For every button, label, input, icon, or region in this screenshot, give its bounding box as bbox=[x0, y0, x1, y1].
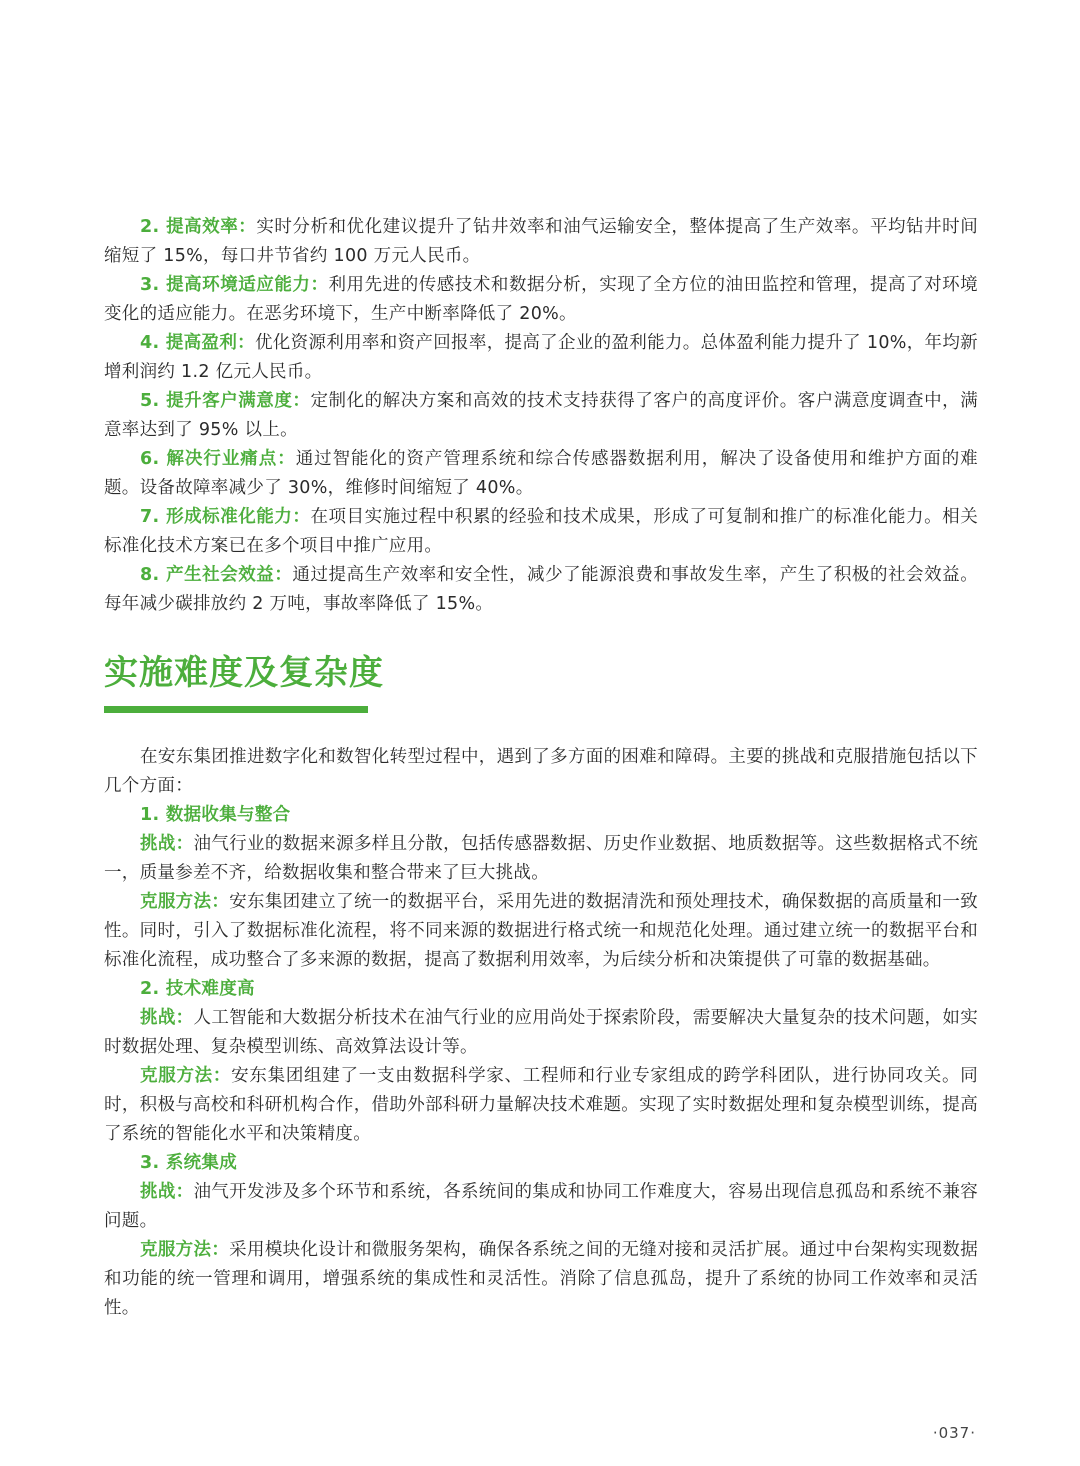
section-title: 实施难度及复杂度 bbox=[104, 653, 384, 693]
results-list bbox=[104, 213, 978, 619]
solution-paragraph: 克服方法：采用模块化设计和微服务架构，确保各系统之间的无缝对接和灵活扩展。通过中台架构实现数据和功能的统一管理和调用，增强系统的集成性和灵活性。消除了信息孤岛，提升了系统的协同工作效率和灵活性。 bbox=[104, 1240, 978, 1318]
result-item: 5. 提升客户满意度：定制化的解决方案和高效的技术支持获得了客户的高度评价。客户满意度调查中，满意率达到了 95% 以上。 bbox=[104, 391, 978, 440]
challenge-paragraph: 挑战：油气行业的数据来源多样且分散，包括传感器数据、历史作业数据、地质数据等。这些数据格式不统一，质量参差不齐，给数据收集和整合带来了巨大挑战。 bbox=[104, 834, 978, 883]
result-item: 2. 提高效率：实时分析和优化建议提升了钻井效率和油气运输安全，整体提高了生产效率。平均钻井时间缩短了 15%，每口井节省约 100 万元人民币。 bbox=[104, 217, 978, 266]
challenge-paragraph: 挑战：人工智能和大数据分析技术在油气行业的应用尚处于探索阶段，需要解决大量复杂的技术问题，如实时数据处理、复杂模型训练、高效算法设计等。 bbox=[104, 1008, 978, 1057]
challenge-heading: 3. 系统集成 bbox=[140, 1153, 238, 1173]
challenge-heading: 1. 数据收集与整合 bbox=[140, 805, 291, 825]
result-item: 7. 形成标准化能力：在项目实施过程中积累的经验和技术成果，形成了可复制和推广的标准化能力。相关标准化技术方案已在多个项目中推广应用。 bbox=[104, 507, 978, 556]
section-title-underline bbox=[104, 706, 368, 713]
section-body bbox=[104, 743, 978, 1323]
challenge-paragraph: 挑战：油气开发涉及多个环节和系统，各系统间的集成和协同工作难度大，容易出现信息孤岛和系统不兼容问题。 bbox=[104, 1182, 978, 1231]
result-item: 4. 提高盈利：优化资源利用率和资产回报率，提高了企业的盈利能力。总体盈利能力提升了 10%，年均新增利润约 1.2 亿元人民币。 bbox=[104, 333, 978, 382]
section-intro: 在安东集团推进数字化和数智化转型过程中，遇到了多方面的困难和障碍。主要的挑战和克服措施包括以下几个方面： bbox=[104, 747, 978, 796]
challenge-heading: 2. 技术难度高 bbox=[140, 979, 255, 999]
result-item: 8. 产生社会效益：通过提高生产效率和安全性，减少了能源浪费和事故发生率，产生了积极的社会效益。每年减少碳排放约 2 万吨，事故率降低了 15%。 bbox=[104, 565, 978, 614]
page-number: ·037· bbox=[932, 1424, 976, 1442]
solution-paragraph: 克服方法：安东集团组建了一支由数据科学家、工程师和行业专家组成的跨学科团队，进行协同攻关。同时，积极与高校和科研机构合作，借助外部科研力量解决技术难题。实现了实时数据处理和复杂模型训练，提高了系统的智能化水平和决策精度。 bbox=[104, 1066, 979, 1144]
result-item: 6. 解决行业痛点：通过智能化的资产管理系统和综合传感器数据利用，解决了设备使用和维护方面的难题。设备故障率减少了 30%，维修时间缩短了 40%。 bbox=[104, 449, 978, 498]
solution-paragraph: 克服方法：安东集团建立了统一的数据平台，采用先进的数据清洗和预处理技术，确保数据的高质量和一致性。同时，引入了数据标准化流程，将不同来源的数据进行格式统一和规范化处理。通过建立统一的数据平台和标准化流程，成功整合了多来源的数据，提高了数据利用效率，为后续分析和决策提供了可靠的数据基础。 bbox=[104, 892, 978, 970]
result-item: 3. 提高环境适应能力：利用先进的传感技术和数据分析，实现了全方位的油田监控和管理，提高了对环境变化的适应能力。在恶劣环境下，生产中断率降低了 20%。 bbox=[104, 275, 978, 324]
